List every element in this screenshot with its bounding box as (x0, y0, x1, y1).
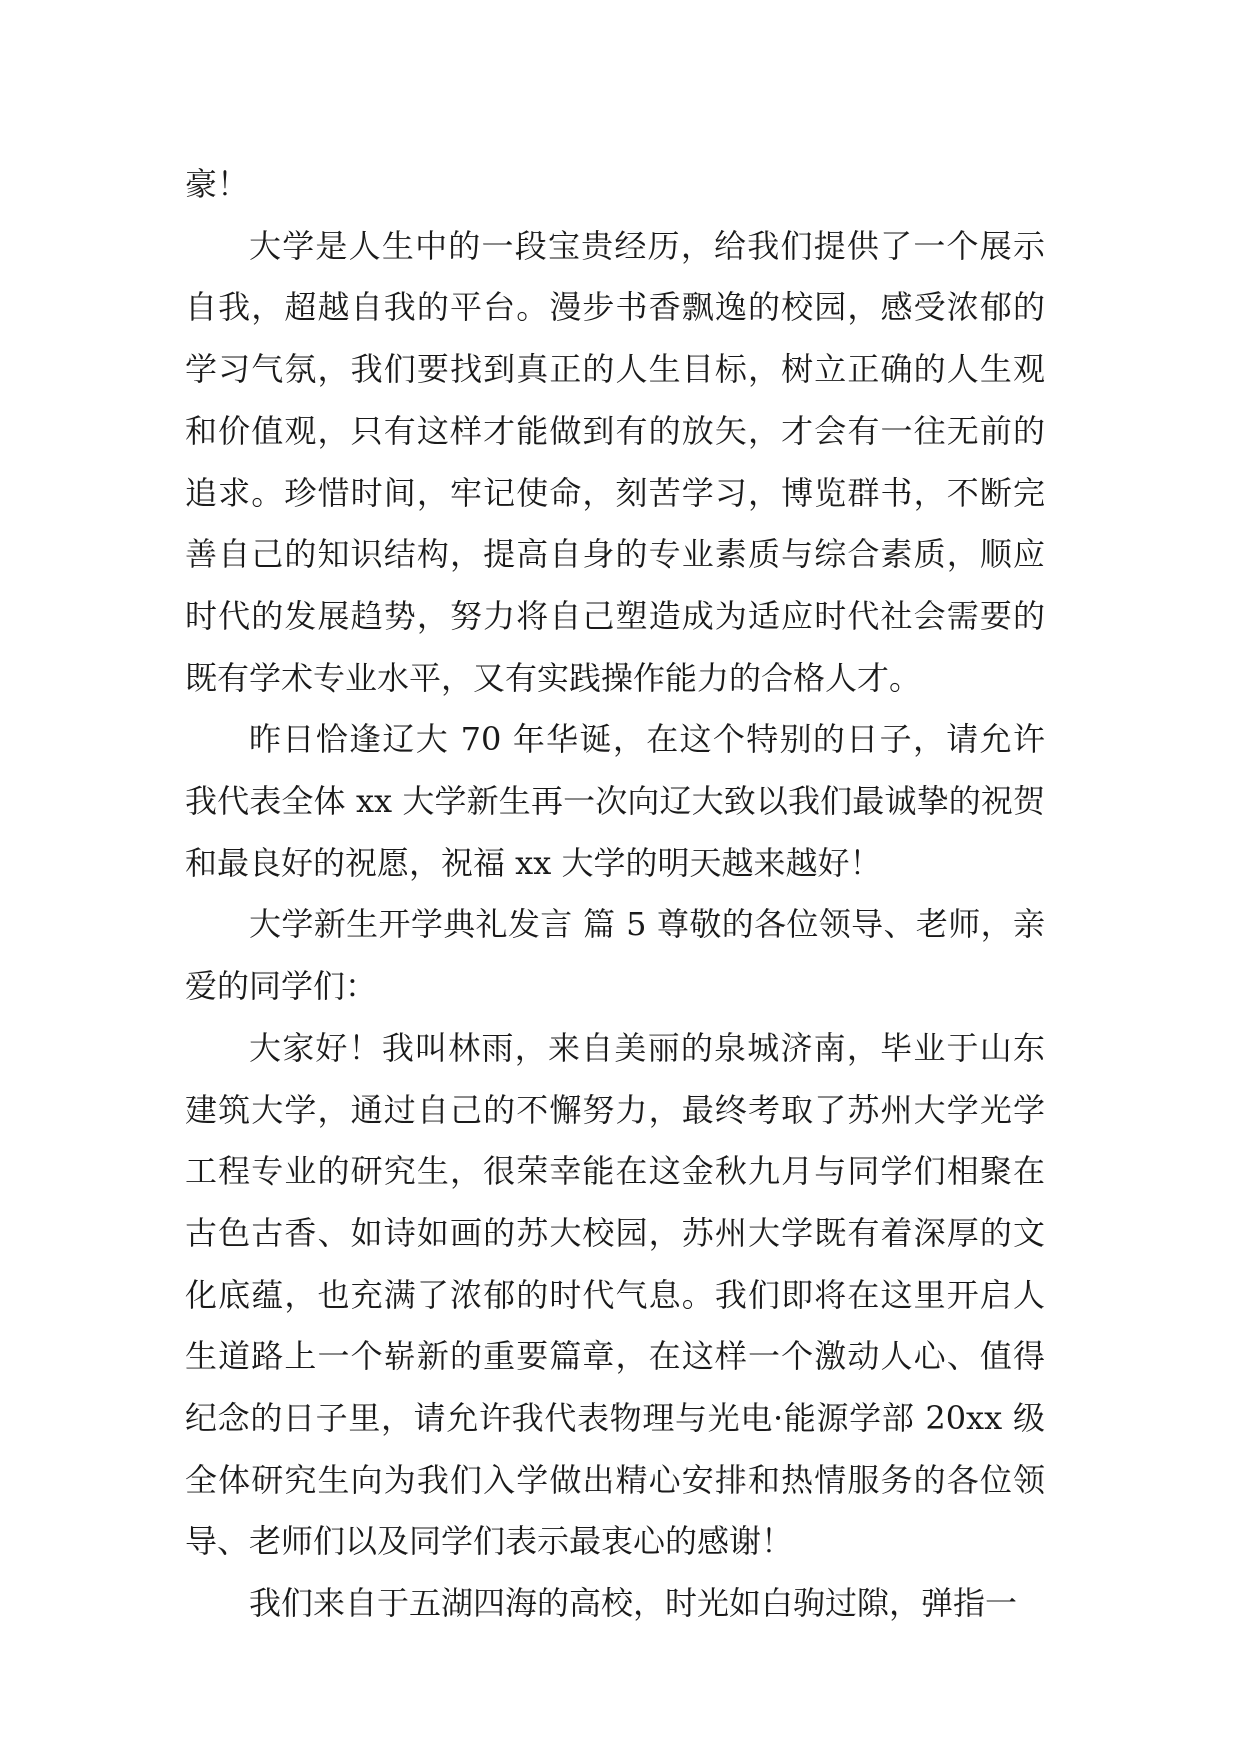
paragraph-4: 大学新生开学典礼发言 篇 5 尊敬的各位领导、老师，亲爱的同学们： (185, 905, 1045, 1006)
body-text (185, 154, 1045, 1635)
paragraph-5: 大家好！我叫林雨，来自美丽的泉城济南，毕业于山东建筑大学，通过自己的不懈努力，最终考取了苏州大学光学工程专业的研究生，很荣幸能在这金秋九月与同学们相聚在古色古香、如诗如画的苏大校园，苏州大学既有着深厚的文化底蕴，也充满了浓郁的时代气息。我们即将在这里开启人生道路上一个崭新的重要篇章，在这样一个激动人心、值得纪念的日子里，请允许我代表物理与光电·能源学部 20xx 级全体研究生向为我们入学做出精心安排和热情服务的各位领导、老师们以及同学们表示最衷心的感谢！ (185, 1028, 1045, 1561)
paragraph-6: 我们来自于五湖四海的高校，时光如白驹过隙，弹指一 (249, 1584, 1018, 1623)
paragraph-3: 昨日恰逢辽大 70 年华诞，在这个特别的日子，请允许我代表全体 xx 大学新生再一次向辽大致以我们最诚挚的祝贺和最良好的祝愿，祝福 xx 大学的明天越来越好！ (185, 720, 1045, 882)
paragraph-2: 大学是人生中的一段宝贵经历，给我们提供了一个展示自我，超越自我的平台。漫步书香飘逸的校园，感受浓郁的学习气氛，我们要找到真正的人生目标，树立正确的人生观和价值观，只有这样才能做到有的放矢，才会有一往无前的追求。珍惜时间，牢记使命，刻苦学习，博览群书，不断完善自己的知识结构，提高自身的专业素质与综合素质，顺应时代的发展趋势，努力将自己塑造成为适应时代社会需要的既有学术专业水平，又有实践操作能力的合格人才。 (185, 226, 1045, 697)
paragraph-1: 豪！ (185, 165, 250, 203)
